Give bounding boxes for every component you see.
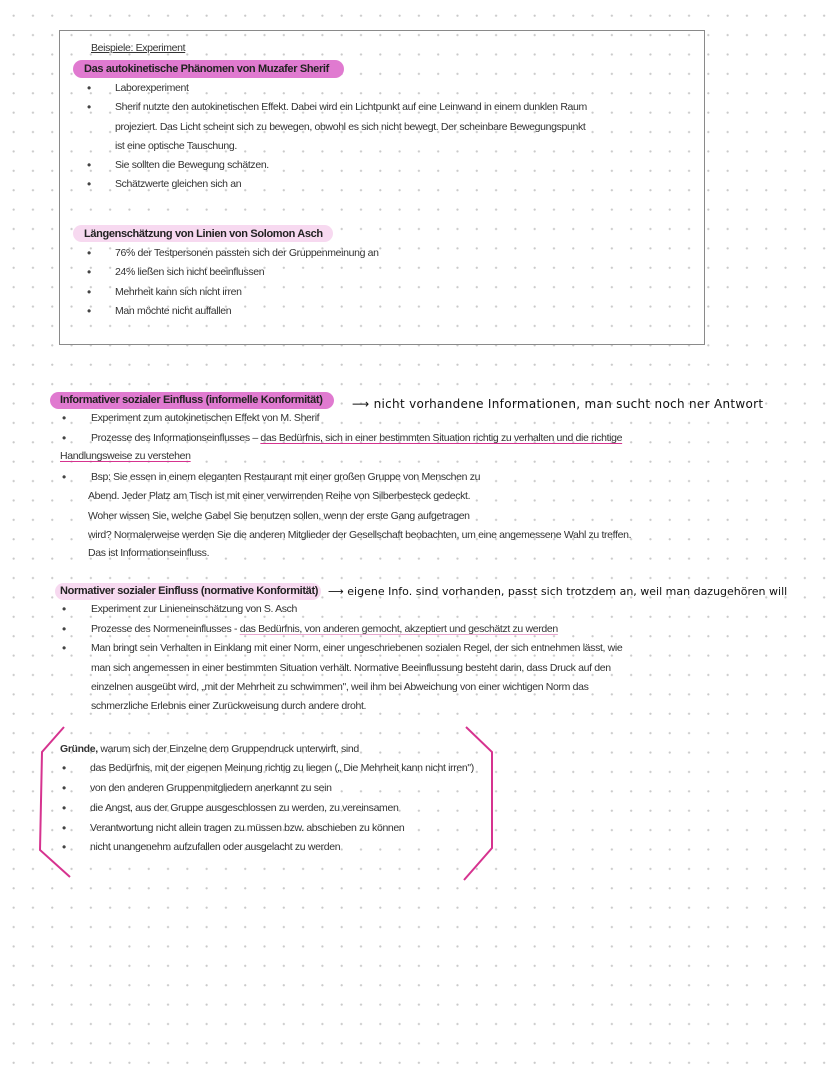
text-line: wird? Normalerweise werden Sie die anderen Mitglieder der Gesellschaft beobachten, um eine angemessene Wahl zu treffen. bbox=[88, 529, 632, 541]
text-line: Man bringt sein Verhalten in Einklang mit einer Norm, einer ungeschriebenen sozialen Regel, der sich entnehmen lässt, wie bbox=[91, 642, 623, 654]
bullet: • bbox=[87, 100, 92, 114]
text-line: Laborexperiment bbox=[115, 82, 189, 94]
bullet: • bbox=[62, 821, 67, 835]
informative-heading: Informativer sozialer Einfluss (informelle Konformität) bbox=[60, 394, 323, 406]
text-line: nicht unangenehm aufzufallen oder ausgelacht zu werden bbox=[90, 841, 341, 853]
bullet: • bbox=[87, 81, 92, 95]
underlined-text: Handlungsweise zu verstehen bbox=[60, 450, 191, 462]
bullet: • bbox=[62, 781, 67, 795]
text: warum sich der Einzelne dem Gruppendruck unterwirft, sind bbox=[97, 743, 359, 755]
text-line: Verantwortung nicht allein tragen zu müssen bzw. abschieben zu können bbox=[90, 822, 405, 834]
text-line: 24% ließen sich nicht beeinflussen bbox=[115, 266, 265, 278]
bullet: • bbox=[62, 761, 67, 775]
text-line: projeziert. Das Licht scheint sich zu bewegen, obwohl es sich nicht bewegt. Der scheinbare Bewegungspunkt bbox=[115, 121, 586, 133]
text-line: Woher wissen Sie, welche Gabel Sie benutzen sollen, wenn der erste Gang aufgetragen bbox=[88, 510, 470, 522]
text-line: Abend. Jeder Platz am Tisch ist mit einer verwirrenden Reihe von Silberbesteck gedeckt. bbox=[88, 490, 471, 502]
text: Prozesse des Informationseinflusses – bbox=[91, 432, 261, 444]
text-line: Sherif nutzte den autokinetischen Effekt. Dabei wird ein Lichtpunkt auf eine Leinwand in einem dunklen Raum bbox=[115, 101, 587, 113]
bullet: • bbox=[62, 622, 67, 636]
text-line: einzelnen ausgeübt wird, „mit der Mehrheit zu schwimmen", weil ihm bei Abweichung von einer wichtigen Norm das bbox=[91, 681, 589, 693]
examples-label: Beispiele: Experiment bbox=[91, 42, 186, 54]
bullet: • bbox=[62, 602, 67, 616]
bullet: • bbox=[87, 158, 92, 172]
right-bracket bbox=[464, 727, 492, 880]
text-line: Experiment zum autokinetischen Effekt von M. Sherif bbox=[91, 412, 320, 424]
bullet: • bbox=[87, 285, 92, 299]
text-line: von den anderen Gruppenmitgliedern anerkannt zu sein bbox=[90, 782, 332, 794]
bold-text: Gründe, bbox=[60, 743, 98, 755]
handwritten-annotation: ⟶ nicht vorhandene Informationen, man sucht noch ner Antwort bbox=[352, 397, 764, 411]
bullet: • bbox=[87, 246, 92, 260]
handwritten-annotation: ⟶ eigene Info. sind vorhanden, passt sich trotzdem an, weil man dazugehören will bbox=[328, 585, 788, 598]
bullet: • bbox=[62, 641, 67, 655]
bullet: • bbox=[62, 840, 67, 854]
asch-heading: Längenschätzung von Linien von Solomon Asch bbox=[84, 228, 323, 240]
bullet: • bbox=[62, 801, 67, 815]
text-line: Experiment zur Linieneinschätzung von S. Asch bbox=[91, 603, 298, 615]
underlined-text: das Bedürfnis, von anderen gemocht, akzeptiert und geschätzt zu werden bbox=[239, 623, 558, 635]
text-line: Sie sollten die Bewegung schätzen. bbox=[115, 159, 269, 171]
text-line: 76% der Testpersonen passten sich der Gruppenmeinung an bbox=[115, 247, 379, 259]
bullet: • bbox=[87, 304, 92, 318]
bullet: • bbox=[87, 265, 92, 279]
annotation-text: eigene Info. sind vorhanden, passt sich trotzdem an, weil man dazugehören will bbox=[347, 585, 788, 598]
text-line: schmerzliche Erlebnis einer Zurückweisung durch andere droht. bbox=[91, 700, 367, 712]
text-line: Mehrheit kann sich nicht irren bbox=[115, 286, 242, 298]
text-line: Das ist Informationseinfluss. bbox=[88, 547, 210, 559]
bullet: • bbox=[62, 411, 67, 425]
text-line: ist eine optische Tauschung. bbox=[115, 140, 237, 152]
text-line: Schätzwerte gleichen sich an bbox=[115, 178, 242, 190]
text-line: das Bedürfnis, mit der eigenen Meinung richtig zu liegen („ Die Mehrheit kann nicht irren") bbox=[90, 762, 474, 774]
underlined-text: das Bedürfnis, sich in einer bestimmten Situation richtig zu verhalten und die richtige bbox=[260, 432, 623, 444]
bullet: • bbox=[87, 177, 92, 191]
bullet: • bbox=[62, 431, 67, 445]
reasons-heading bbox=[60, 742, 359, 756]
annotation-text: nicht vorhandene Informationen, man sucht noch ner Antwort bbox=[373, 397, 764, 411]
text-line: Man möchte nicht auffallen bbox=[115, 305, 232, 317]
text-line: Bsp: Sie essen in einem eleganten Restaurant mit einer großen Gruppe von Menschen zu bbox=[91, 471, 481, 483]
text: Prozesse des Normeneinflusses - bbox=[91, 623, 240, 635]
normative-heading: Normativer sozialer Einfluss (normative Konformität) bbox=[60, 585, 319, 597]
text-line: die Angst, aus der Gruppe ausgeschlossen zu werden, zu vereinsamen bbox=[90, 802, 399, 814]
text-line: man sich angemessen in einer bestimmten Situation verhält. Normative Beeinflussung besteht darin, dass Druck auf den bbox=[91, 662, 611, 674]
bullet: • bbox=[62, 470, 67, 484]
sherif-heading: Das autokinetische Phänomen von Muzafer Sherif bbox=[84, 63, 329, 75]
